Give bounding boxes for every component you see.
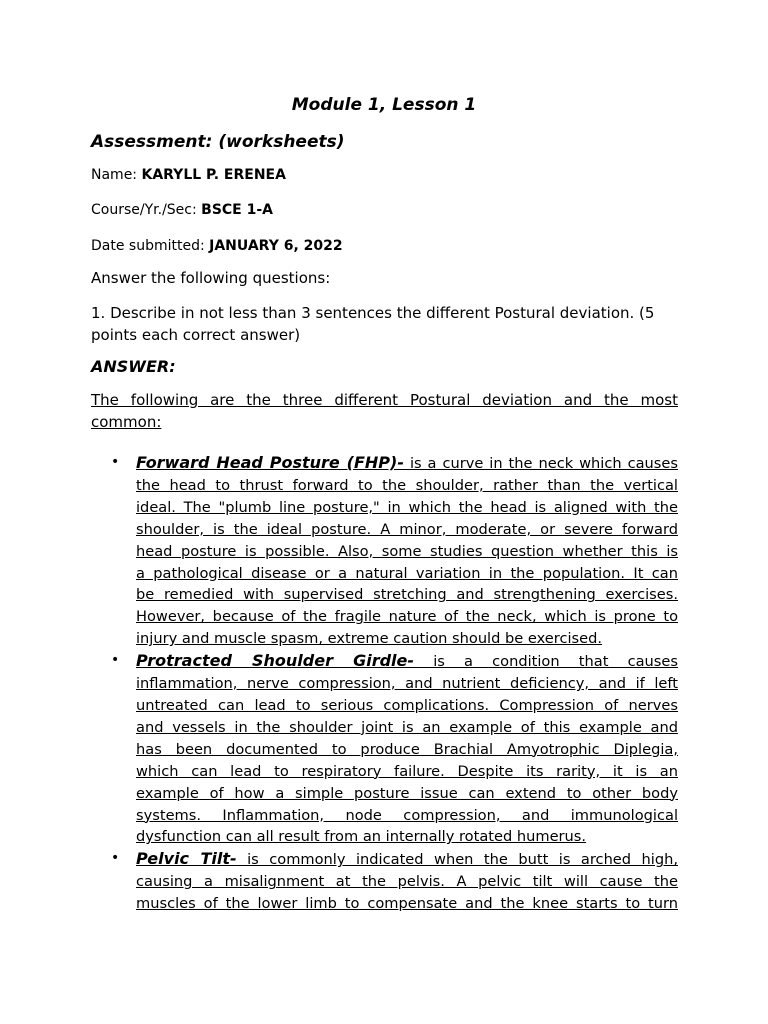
item-line: which can lead to respiratory failure. Despite its rarity, it is an: [136, 762, 678, 780]
item-line: has been documented to produce Brachial Amyotrophic Diplegia,: [136, 740, 678, 758]
course-line: [91, 200, 273, 220]
item-term: Forward Head Posture (FHP)-: [136, 453, 404, 472]
bullet-icon: •: [111, 652, 120, 669]
item-line: systems. Inflammation, node compression, and immunological: [136, 806, 678, 824]
name-line: [91, 165, 286, 185]
item-first-line: [136, 650, 678, 673]
item-line: be remedied with supervised stretching and strengthening exercises.: [136, 586, 678, 604]
item-line: ideal. The "plumb line posture," in which the head is aligned with the: [136, 498, 678, 516]
question-1-line-1: 1. Describe in not less than 3 sentences the different Postural deviation. (5: [91, 304, 655, 322]
item-line: head posture is possible. Also, some studies question whether this is: [136, 542, 678, 560]
course-label: Course/Yr./Sec:: [91, 202, 202, 218]
item-line: inflammation, nerve compression, and nutrient deficiency, and if left: [136, 675, 678, 693]
item-line: shoulder, is the ideal posture. A minor, moderate, or severe forward: [136, 520, 678, 538]
answer-intro-line-2: common:: [91, 413, 162, 431]
item-line: causing a misalignment at the pelvis. A pelvic tilt will cause the: [136, 873, 678, 891]
document-title: Module 1, Lesson 1: [291, 95, 477, 115]
item-first-text: is a curve in the neck which causes: [403, 455, 678, 472]
course-value: BSCE 1-A: [201, 202, 274, 218]
bullet-icon: •: [111, 850, 120, 867]
item-line: a pathological disease or a natural variation in the population. It can: [136, 564, 678, 582]
item-line: muscles of the lower limb to compensate and the knee starts to turn: [136, 895, 678, 913]
date-line: [91, 236, 343, 256]
item-line: and vessels in the shoulder joint is an example of this example and: [136, 718, 678, 736]
list-item: [91, 848, 678, 915]
name-label: Name:: [91, 167, 142, 183]
item-first-text: is commonly indicated when the butt is arched high,: [236, 851, 678, 869]
answer-heading: ANSWER:: [91, 357, 176, 376]
item-first-line: [136, 452, 678, 475]
item-line: injury and muscle spasm, extreme caution should be exercised.: [136, 630, 603, 648]
instruction-text: Answer the following questions:: [91, 269, 331, 287]
date-label: Date submitted:: [91, 238, 210, 254]
item-first-line: [136, 848, 678, 871]
item-term: Pelvic Tilt-: [136, 849, 237, 869]
list-item: [91, 650, 678, 848]
list-item: [91, 452, 678, 650]
item-line: the head to thrust forward to the shoulder, rather than the vertical: [136, 476, 678, 494]
bullet-icon: •: [111, 454, 120, 470]
answer-intro-line-1: The following are the three different Postural deviation and the most: [91, 391, 678, 409]
item-line: However, because of the fragile nature of the neck, which is prone to: [136, 608, 678, 626]
question-1-line-2: points each correct answer): [91, 326, 301, 344]
assessment-heading: Assessment: (worksheets): [91, 132, 345, 152]
question-1: [91, 302, 681, 346]
item-line: dysfunction can all result from an internally rotated humerus.: [136, 828, 587, 846]
answer-intro: [91, 389, 678, 433]
item-first-text: is a condition that causes: [414, 653, 678, 671]
deviation-list: [91, 452, 678, 915]
item-term: Protracted Shoulder Girdle-: [136, 651, 415, 671]
item-line: example of how a simple posture issue can extend to other body: [136, 784, 678, 802]
item-line: untreated can lead to serious complications. Compression of nerves: [136, 696, 678, 714]
date-value: JANUARY 6, 2022: [209, 238, 343, 254]
name-value: KARYLL P. ERENEA: [141, 167, 286, 183]
